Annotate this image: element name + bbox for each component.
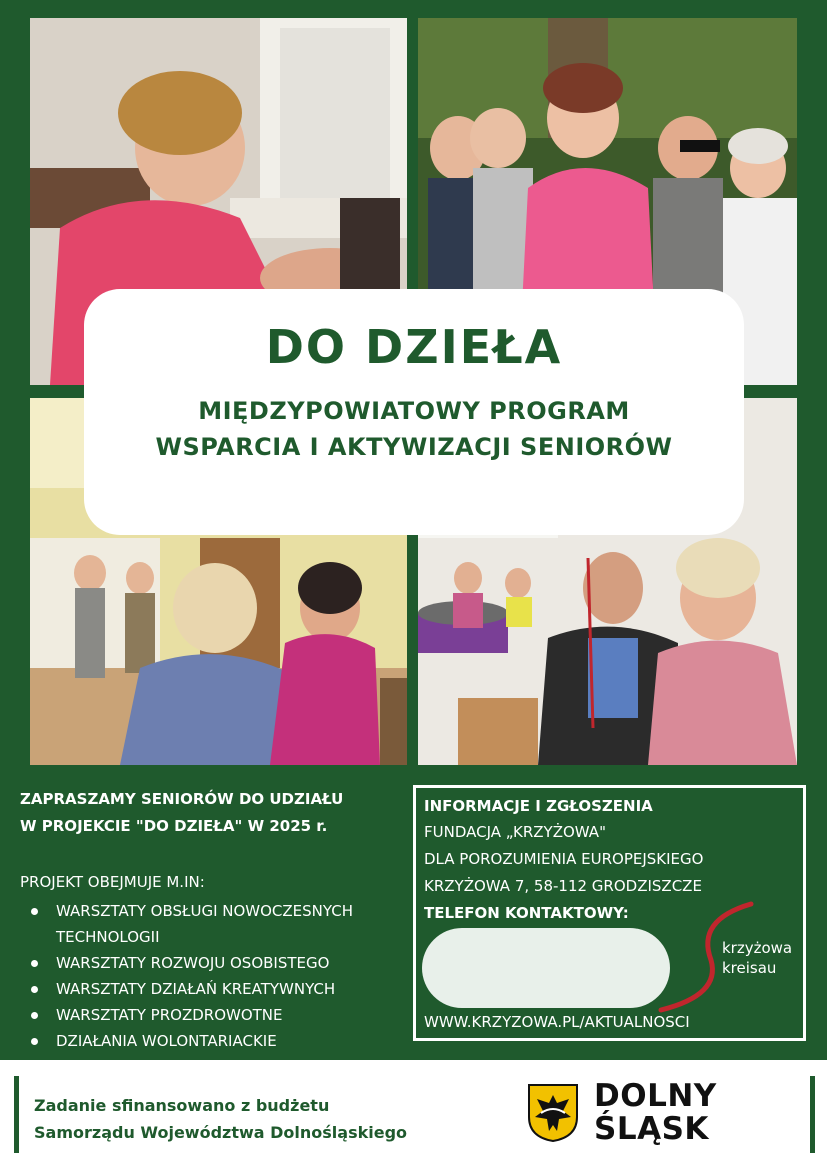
footer-divider-right bbox=[810, 1076, 815, 1153]
subtitle-line-2: WSPARCIA I AKTYWIZACJI SENIORÓW bbox=[155, 433, 673, 461]
region-line-2: ŚLĄSK bbox=[594, 1111, 709, 1147]
phone-placeholder bbox=[422, 928, 670, 1008]
list-item: WARSZTATY DZIAŁAŃ KREATYWNYCH bbox=[20, 976, 405, 1002]
list-item: DZIAŁANIA WOLONTARIACKIE bbox=[20, 1028, 405, 1054]
contact-heading: INFORMACJE I ZGŁOSZENIA bbox=[424, 797, 653, 815]
funding-line-1: Zadanie sfinansowano z budżetu bbox=[34, 1096, 330, 1115]
funding-note bbox=[34, 1092, 407, 1146]
invitation-line-2: W PROJEKCIE "DO DZIEŁA" W 2025 r. bbox=[20, 817, 328, 835]
footer-divider-left bbox=[14, 1076, 19, 1153]
region-logo-text bbox=[594, 1080, 717, 1146]
scope-list bbox=[20, 898, 405, 1054]
subtitle-line-1: MIĘDZYPOWIATOWY PROGRAM bbox=[198, 397, 630, 425]
krzyzowa-logo-text bbox=[722, 938, 792, 978]
funding-line-2: Samorządu Województwa Dolnośląskiego bbox=[34, 1123, 408, 1142]
eagle-crest-icon bbox=[527, 1083, 579, 1143]
page-title: DO DZIEŁA bbox=[265, 320, 563, 374]
logo-line-2: kreisau bbox=[722, 959, 777, 977]
list-item: WARSZTATY OBSŁUGI NOWOCZESNYCH TECHNOLOGII bbox=[20, 898, 405, 950]
project-description bbox=[20, 786, 405, 1054]
phone-label: TELEFON KONTAKTOWY: bbox=[424, 904, 629, 922]
org-name-line-1: FUNDACJA „KRZYŻOWA" bbox=[424, 823, 606, 841]
contact-box bbox=[413, 785, 806, 1041]
invitation-line-1: ZAPRASZAMY SENIORÓW DO UDZIAŁU bbox=[20, 790, 344, 808]
scope-heading: PROJEKT OBEJMUJE M.IN: bbox=[20, 873, 205, 891]
title-card bbox=[84, 289, 744, 535]
org-name-line-2: DLA POROZUMIENIA EUROPEJSKIEGO bbox=[424, 850, 704, 868]
list-item: WARSZTATY ROZWOJU OSOBISTEGO bbox=[20, 950, 405, 976]
logo-line-1: krzyżowa bbox=[722, 939, 793, 957]
subtitle bbox=[84, 393, 744, 465]
region-line-1: DOLNY bbox=[594, 1078, 717, 1114]
list-item: WARSZTATY PROZDROWOTNE bbox=[20, 1002, 405, 1028]
org-address: KRZYŻOWA 7, 58-112 GRODZISZCZE bbox=[424, 877, 702, 895]
invitation bbox=[20, 786, 405, 840]
website-link[interactable]: WWW.KRZYZOWA.PL/AKTUALNOSCI bbox=[424, 1013, 690, 1031]
